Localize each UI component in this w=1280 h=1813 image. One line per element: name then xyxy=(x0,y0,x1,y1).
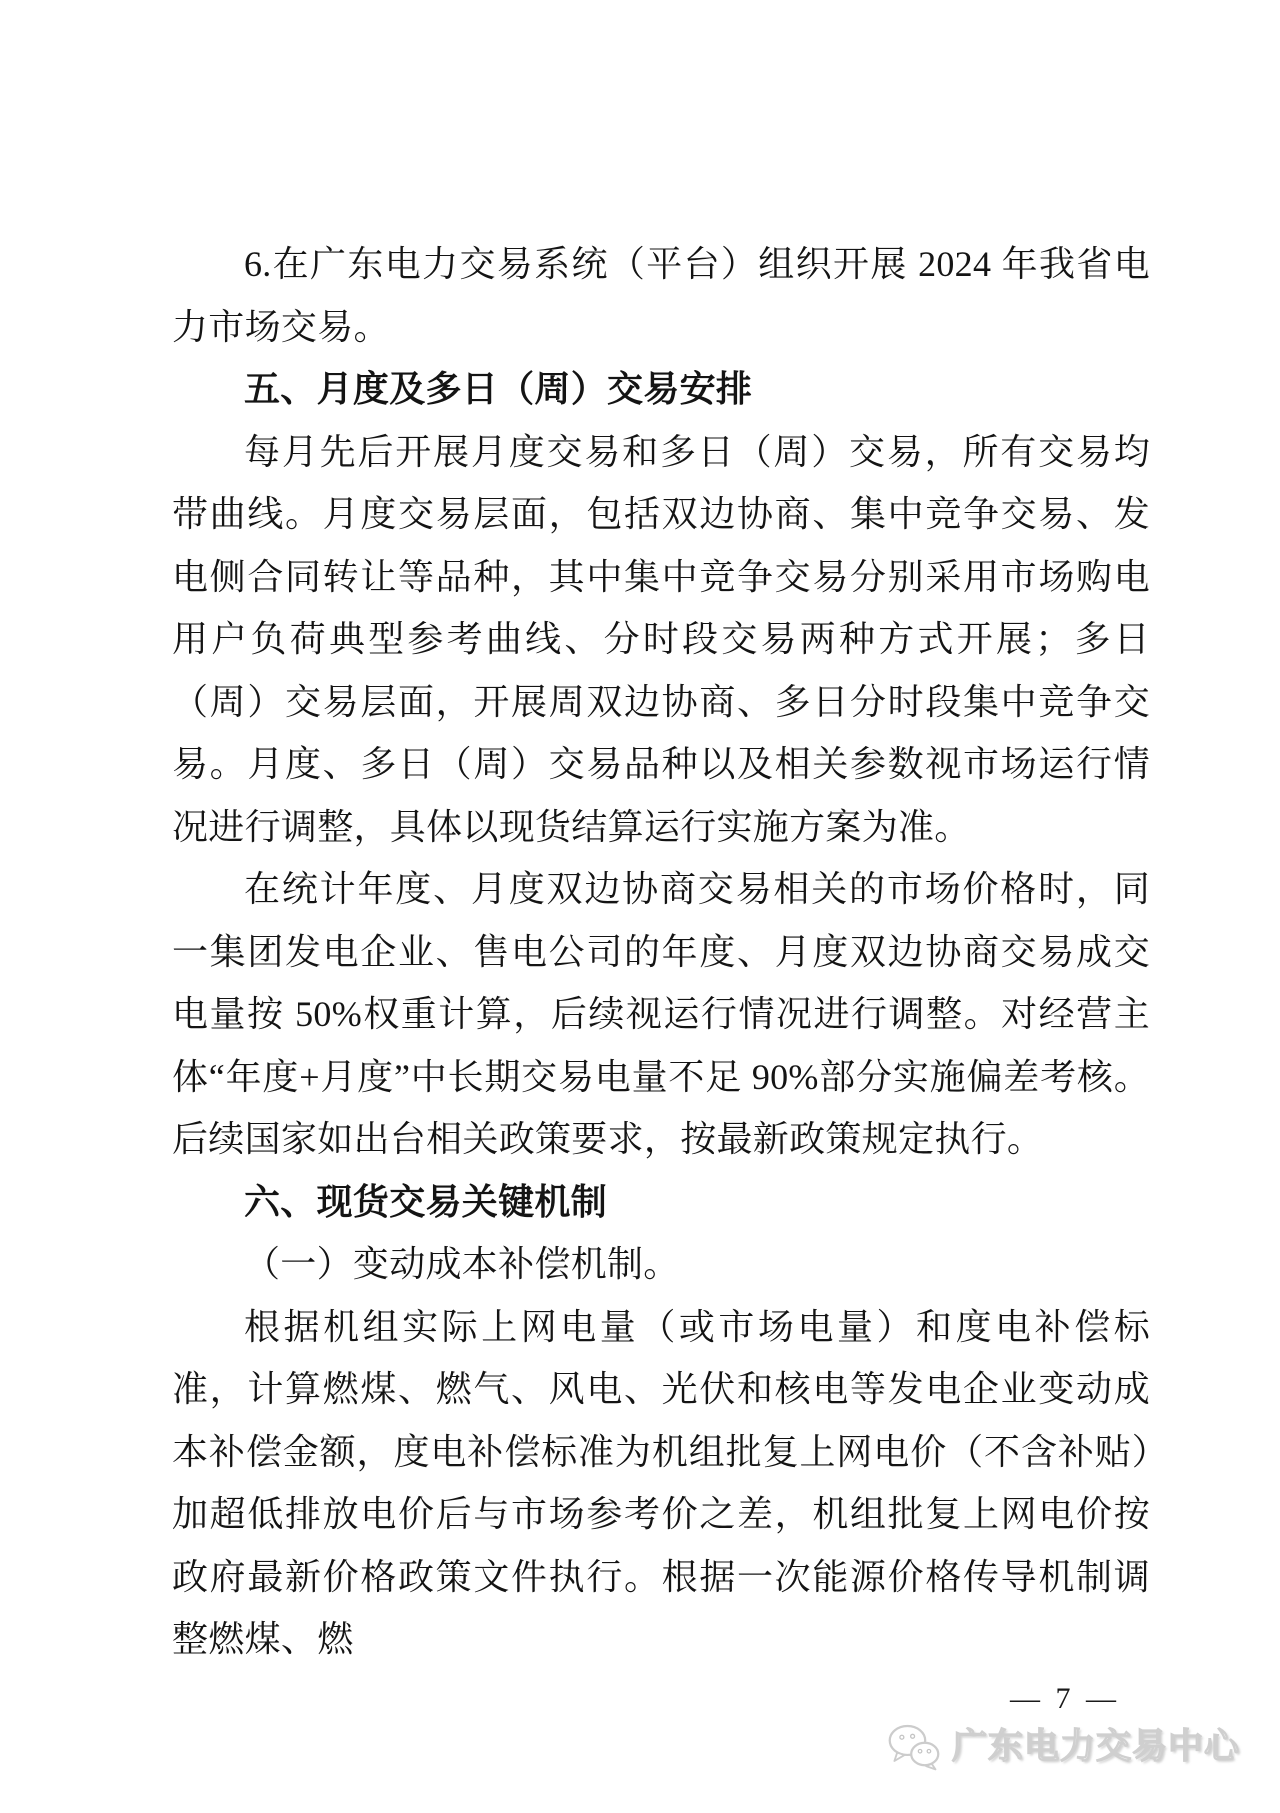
section-heading-spot-trading-mechanism: 六、现货交易关键机制 xyxy=(244,1180,608,1222)
section-heading-monthly-weekly-trading: 五、月度及多日（周）交易安排 xyxy=(244,368,753,409)
page-number: — 7 — xyxy=(1010,1682,1120,1715)
paragraph-variable-cost-compensation-title: （一）变动成本补偿机制。 xyxy=(244,1244,680,1284)
paragraph-price-statistics-rules: 在统计年度、月度双边协商交易相关的市场价格时，同一集团发电企业、售电公司的年度、月度双边协商交易成交电量按 50%权重计算，后续视运行情况进行调整。对经营主体“年度+月度”中长期交易电量不足 90%部分实施偏差考核。后续国家如出台相关政策要求，按最新政策规定执行。 xyxy=(172,869,1150,1159)
paragraph-item-6-platform: 6.在广东电力交易系统（平台）组织开展 2024 年我省电力市场交易。 xyxy=(172,244,1150,347)
paragraph-monthly-trading-arrangement: 每月先后开展月度交易和多日（周）交易，所有交易均带曲线。月度交易层面，包括双边协商、集中竞争交易、发电侧合同转让等品种，其中集中竞争交易分别采用市场购电用户负荷典型参考曲线、分时段交易两种方式开展；多日（周）交易层面，开展周双边协商、多日分时段集中竞争交易。月度、多日（周）交易品种以及相关参数视市场运行情况进行调整，具体以现货结算运行实施方案为准。 xyxy=(172,431,1150,847)
document-body xyxy=(172,233,1150,1671)
watermark-label: 广东电力交易中心 xyxy=(951,1727,1240,1766)
paragraph-compensation-calculation: 根据机组实际上网电量（或市场电量）和度电补偿标准，计算燃煤、燃气、风电、光伏和核电等发电企业变动成本补偿金额，度电补偿标准为机组批复上网电价（不含补贴）加超低排放电价后与市场参考价之差，机组批复上网电价按政府最新价格政策文件执行。根据一次能源价格传导机制调整燃煤、燃 xyxy=(172,1306,1150,1659)
watermark xyxy=(886,1722,1240,1772)
wechat-icon xyxy=(886,1722,942,1772)
